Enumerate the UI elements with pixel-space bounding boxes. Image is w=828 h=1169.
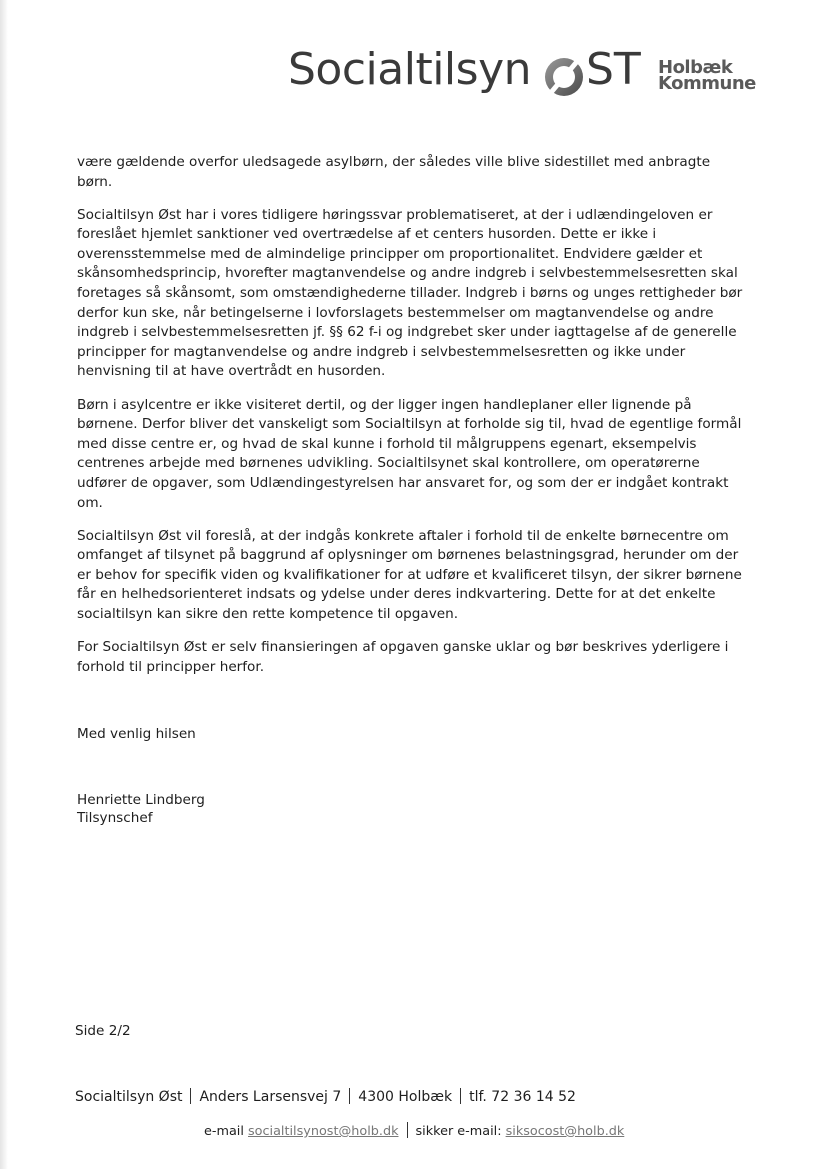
- footer-address-line: [75, 1088, 576, 1105]
- paragraph: Børn i asylcentre er ikke visiteret dertil, og der ligger ingen handleplaner eller lignende på børnene. Derfor bliver det vanskeligt som Socialtilsyn at forholde sig til, hvad de egentlige formål med disse centre er, og hvad de skal kunne i forhold til målgruppens egenart, eksempelvis centrenes arbejde med børnenes udvikling. Socialtilsynet skal kontrollere, om operatørerne udfører de opgaver, som Udlændingestyrelsen har ansvaret for, og som der er indgået kontrakt om.: [77, 396, 742, 511]
- email-link[interactable]: socialtilsynost@holb.dk: [248, 1124, 399, 1139]
- footer-org: Socialtilsyn Øst: [75, 1089, 183, 1105]
- brand-name: Socialtilsyn: [288, 44, 532, 95]
- paragraph: For Socialtilsyn Øst er selv finansieringen af opgaven ganske uklar og bør beskrives yderligere i forhold til principper herfor.: [77, 639, 729, 675]
- page-number: Side 2/2: [75, 1023, 131, 1039]
- footer-divider: [407, 1122, 408, 1138]
- signer-name: Henriette Lindberg: [77, 792, 205, 808]
- brand-suffix: ST: [586, 44, 641, 95]
- paragraph: Socialtilsyn Øst vil foreslå, at der indgås konkrete aftaler i forhold til de enkelte børnecentre om omfanget af tilsynet på baggrund af oplysninger om børnenes belastningsgrad, herunder om der er behov for specifik viden og kvalifikationer for at udføre et kvalificeret tilsyn, der sikrer børnene får en helhedsorienteret indsats og ydelse under deres indkvartering. Dette for at det enkelte socialtilsyn kan sikre den rette kompetence til opgaven.: [77, 527, 742, 622]
- paragraph: være gældende overfor uledsagede asylbørn, der således ville blive sidestillet med anbragte børn.: [77, 154, 711, 190]
- letter-body: [77, 153, 747, 691]
- footer-divider: [190, 1088, 191, 1104]
- municipality-line-1: Holbæk: [658, 57, 733, 78]
- footer-address: Anders Larsensvej 7: [199, 1089, 342, 1105]
- signature-block: [77, 792, 205, 827]
- closing-salutation: Med venlig hilsen: [77, 726, 196, 742]
- municipality-line-2: Kommune: [658, 73, 756, 94]
- letterhead: [288, 44, 768, 106]
- municipality-logo: [658, 57, 756, 94]
- signer-title: Tilsynschef: [77, 809, 153, 826]
- footer-phone: tlf. 72 36 14 52: [469, 1089, 576, 1105]
- footer-divider: [460, 1088, 461, 1104]
- email-label: e-mail: [204, 1124, 244, 1139]
- scan-edge-shadow: [0, 0, 8, 1169]
- secure-email-link[interactable]: siksocost@holb.dk: [505, 1124, 625, 1139]
- paragraph: Socialtilsyn Øst har i vores tidligere høringssvar problematiseret, at der i udlændingeloven er foreslået hjemlet sanktioner ved overtrædelse af et centers husorden. Dette er ikke i overensstemmelse med de almindelige principper om proportionalitet. Endvidere gælder et skånsomhedsprincip, hvorefter magtanvendelse og andre indgreb i selvbestemmelsesretten skal foretages så skånsomt, som omstændighederne tillader. Indgreb i børns og unges rettigheder bør derfor kun ske, når betingelserne i lovforslagets bestemmelser om magtanvendelse og andre indgreb i selvbestemmelsesretten jf. §§ 62 f-i og indgrebet sker under iagttagelse af de generelle principper for magtanvendelse og andre indgreb i selvbestemmelsesretten og ikke under henvisning til at have overtrådt en husorden.: [77, 206, 743, 380]
- footer-divider: [349, 1088, 350, 1104]
- secure-email-label: sikker e-mail:: [415, 1124, 502, 1139]
- footer-contact-line: [204, 1122, 624, 1139]
- socialtilsyn-seal-logo: [543, 56, 585, 98]
- footer-city: 4300 Holbæk: [358, 1089, 453, 1105]
